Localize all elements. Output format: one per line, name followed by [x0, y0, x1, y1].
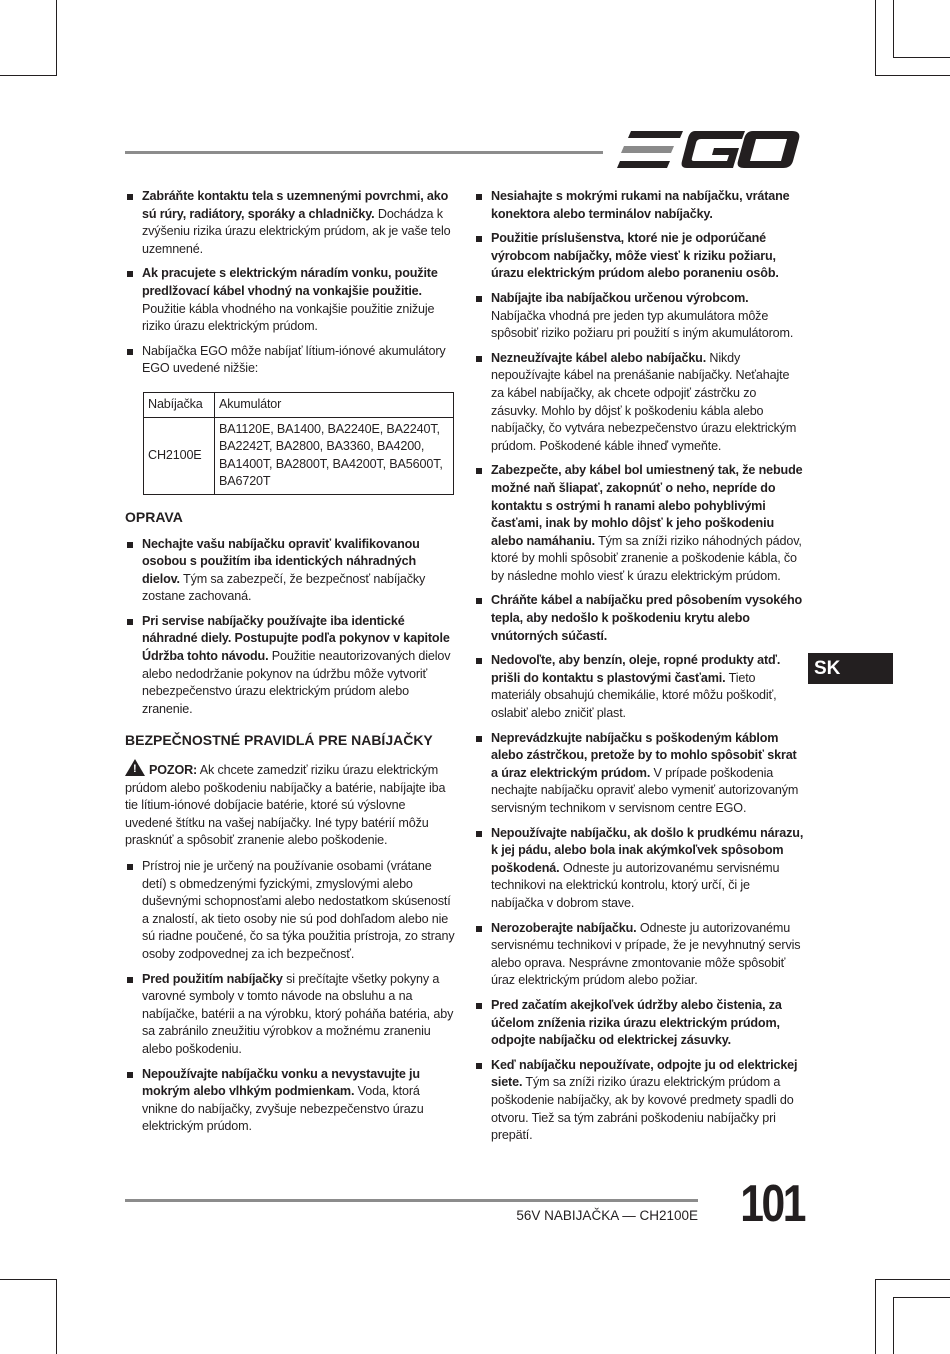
section-heading: OPRAVA: [125, 508, 183, 525]
list-item: Nabíjajte iba nabíjačkou určenou výrobcom. Nabíjačka vhodná pre jeden typ akumulátora môže spôsobiť riziko požiaru pri použití s iným akumulátorom.: [474, 290, 804, 343]
list-item: Prístroj nie je určený na používanie osobami (vrátane detí) s obmedzenými fyzickými, zmyslovými alebo duševnými schopnosťami alebo nedostatkom skúseností a znalostí, ak tieto osoby nie sú pod dohľadom alebo nie sú riadne poučené, čo sa týka použitia prístroja, zo strany osoby zodpovednej za ich bezpečnosť.: [125, 858, 455, 964]
bullet: [476, 926, 482, 932]
list-item: Nezneužívajte kábel alebo nabíjačku. Nikdy nepoužívajte kábel na prenášanie nabíjačky. Neťahajte za kábel nabíjačky, ak chcete odpojiť zástrčku zo zásuvky. Mohlo by dôjsť k poškodeniu kábla alebo nabíjačky, čo vytvára nebezpečenstvo úrazu elektrickým prúdom. Poškodené káble ihneď vymeňte.: [474, 350, 804, 456]
bullet: [476, 831, 482, 837]
bullet: [476, 194, 482, 200]
bullet: [127, 619, 133, 625]
crop-mark: [0, 75, 57, 76]
bullet: [127, 864, 133, 870]
crop-mark: [56, 1279, 57, 1354]
warning-paragraph: ! POZOR: Ak chcete zamedziť riziku úrazu elektrickým prúdom alebo poškodeniu nabíjačky a batérie, nabíjajte iba tie lítium-iónové dobíjacie batérie, ktoré sú výslovne uvedené štítku na vašej nabíjačky. Iné typy batérií môžu prasknúť a spôsobiť zranenie alebo poškodenie.: [125, 759, 455, 850]
bullet: [476, 1063, 482, 1069]
list-item: Chráňte kábel a nabíjačku pred pôsobením vysokého tepla, aby nedošlo k poškodeniu krytu alebo vnútorných súčastí.: [474, 592, 804, 645]
table-row: [144, 417, 454, 494]
crop-mark: [893, 0, 894, 57]
crop-mark: [875, 0, 876, 75]
bullet: [127, 977, 133, 983]
bullet: [476, 1003, 482, 1009]
right-column: [474, 188, 804, 1152]
left-column: [125, 188, 455, 1143]
language-tab: SK: [808, 653, 893, 684]
list-item: Nesiahajte s mokrými rukami na nabíjačku, vrátane konektora alebo terminálov nabíjačky.: [474, 188, 804, 223]
footer-rule: [125, 1199, 698, 1202]
ego-logo: [617, 128, 800, 172]
list-item: Pred použitím nabíjačky si prečítajte všetky pokyny a varovné symboly v tomto návode na obsluhu a na nabíjačke, batérii a na výrobku, ktorý poháňa batéria, aby sa zabránilo zneužitiu výrobkov a možnému zraneniu alebo poškodeniu.: [125, 971, 455, 1059]
bullet: [476, 236, 482, 242]
table-header: Nabíjačka: [144, 392, 215, 417]
list-item: Nepoužívajte nabíjačku, ak došlo k prudkému nárazu, k jej pádu, alebo bola inak akýmkoľvek spôsobom poškodená. Odneste ju autorizovanému servisnému technikovi na elektrickú kontrolu, ktorý určí, či je nabíjačka v dobrom stave.: [474, 825, 804, 913]
list-item: Zabráňte kontaktu tela s uzemnenými povrchmi, ako sú rúry, radiátory, sporáky a chladničky. Dochádza k zvýšeniu rizika úrazu elektrickým prúdom, ak je vaše telo uzemnené.: [125, 188, 455, 258]
bullet: [476, 658, 482, 664]
table-header-row: [144, 392, 454, 417]
bullet: [127, 271, 133, 277]
page-number: 101: [740, 1175, 804, 1233]
bullet: [476, 356, 482, 362]
compatibility-table: [143, 392, 454, 495]
table-header: Akumulátor: [215, 392, 454, 417]
crop-mark: [875, 75, 950, 76]
crop-mark: [875, 1279, 950, 1280]
list-item: Nepoužívajte nabíjačku vonku a nevystavujte ju mokrým alebo vlhkým podmienkam. Voda, ktorá vnikne do nabíjačky, zvyšuje nebezpečenstvo úrazu elektrickým prúdom.: [125, 1066, 455, 1136]
list-item: Nerozoberajte nabíjačku. Odneste ju autorizovanému servisnému technikovi v prípade, že je nevyhnutný servis alebo oprava. Nesprávne zmontovanie môže spôsobiť úraz elektrickým prúdom alebo požiar.: [474, 920, 804, 990]
header-rule: [125, 151, 603, 154]
list-item: Pri servise nabíjačky používajte iba identické náhradné diely. Postupujte podľa pokynov v kapitole Údržba tohto návodu. Použitie neautorizovaných dielov alebo nedodržanie pokynov na údržbu môže vytvoriť nebezpečenstvo úrazu elektrickým prúdom alebo zranenie.: [125, 613, 455, 719]
table-cell: BA1120E, BA1400, BA2240E, BA2240T, BA2242T, BA2800, BA3360, BA4200, BA1400T, BA2800T, BA4200T, BA5600T, BA6720T: [215, 417, 454, 494]
crop-mark: [893, 1297, 950, 1298]
bullet: [476, 468, 482, 474]
bullet: [476, 598, 482, 604]
list-item: Použitie príslušenstva, ktoré nie je odporúčané výrobcom nabíjačky, môže viesť k riziku požiaru, úrazu elektrickým prúdom alebo poraneniu osôb.: [474, 230, 804, 283]
bullet: [127, 542, 133, 548]
bullet: [476, 296, 482, 302]
bullet: [127, 194, 133, 200]
section-heading: BEZPEČNOSTNÉ PRAVIDLÁ PRE NABÍJAČKY: [125, 732, 433, 749]
list-item: Nedovoľte, aby benzín, oleje, ropné produkty atď. prišli do kontaktu s plastovými časťami. Tieto materiály obsahujú chemikálie, ktoré môžu poškodiť, oslabiť alebo zničiť plast.: [474, 652, 804, 722]
list-item: Ak pracujete s elektrickým náradím vonku, použite predlžovací kábel vhodný na vonkajšie použitie. Použitie kábla vhodného na vonkajšie použitie znižuje riziko úrazu elektrickým prúdom.: [125, 265, 455, 335]
list-item: Zabezpečte, aby kábel bol umiestnený tak, že nebude možné naň šliapať, zakopnúť o neho, nepríde do kontaktu s ostrými h ranami alebo pohyblivými časťami, inak by mohlo dôjsť k jeho poškodeniu alebo namáhaniu. Tým sa zníži riziko náhodných pádov, ktoré by mohli spôsobiť zranenie a poškodenie kábla, čo by následne mohlo viesť k úrazu elektrickým prúdom.: [474, 462, 804, 585]
crop-mark: [893, 57, 950, 58]
list-item: Nabíjačka EGO môže nabíjať lítium-iónové akumulátory EGO uvedené nižšie:: [125, 343, 455, 378]
list-item: Keď nabíjačku nepoužívate, odpojte ju od elektrickej siete. Tým sa zníži riziko úrazu elektrickým prúdom a poškodenie nabíjačky, ak by kovové predmety spadli do otvoru. Tiež sa tým zabráni poškodeniu nabíjačky pri prepätí.: [474, 1057, 804, 1145]
bullet: [127, 349, 133, 355]
bullet: [476, 736, 482, 742]
footer-product-label: 56V NABIJAČKA — CH2100E: [516, 1208, 698, 1223]
crop-mark: [893, 1297, 894, 1354]
list-item: Nechajte vašu nabíjačku opraviť kvalifikovanou osobou s použitím iba identických náhradných dielov. Tým sa zabezpečí, že bezpečnosť nabíjačky zostane zachovaná.: [125, 536, 455, 606]
list-item: Neprevádzkujte nabíjačku s poškodeným káblom alebo zástrčkou, pretože by to mohlo spôsobiť skrat a úraz elektrickým prúdom. V prípade poškodenia nechajte nabíjačku opraviť alebo vymeniť autorizovaným servisným technikom v servisnom centre EGO.: [474, 730, 804, 818]
table-cell: CH2100E: [144, 417, 215, 494]
warning-icon: !: [125, 759, 145, 776]
crop-mark: [56, 0, 57, 75]
crop-mark: [875, 1279, 876, 1354]
bullet: [127, 1072, 133, 1078]
list-item: Pred začatím akejkoľvek údržby alebo čistenia, za účelom zníženia rizika úrazu elektrickým prúdom, odpojte nabíjačku od elektrickej zásuvky.: [474, 997, 804, 1050]
crop-mark: [0, 1279, 57, 1280]
